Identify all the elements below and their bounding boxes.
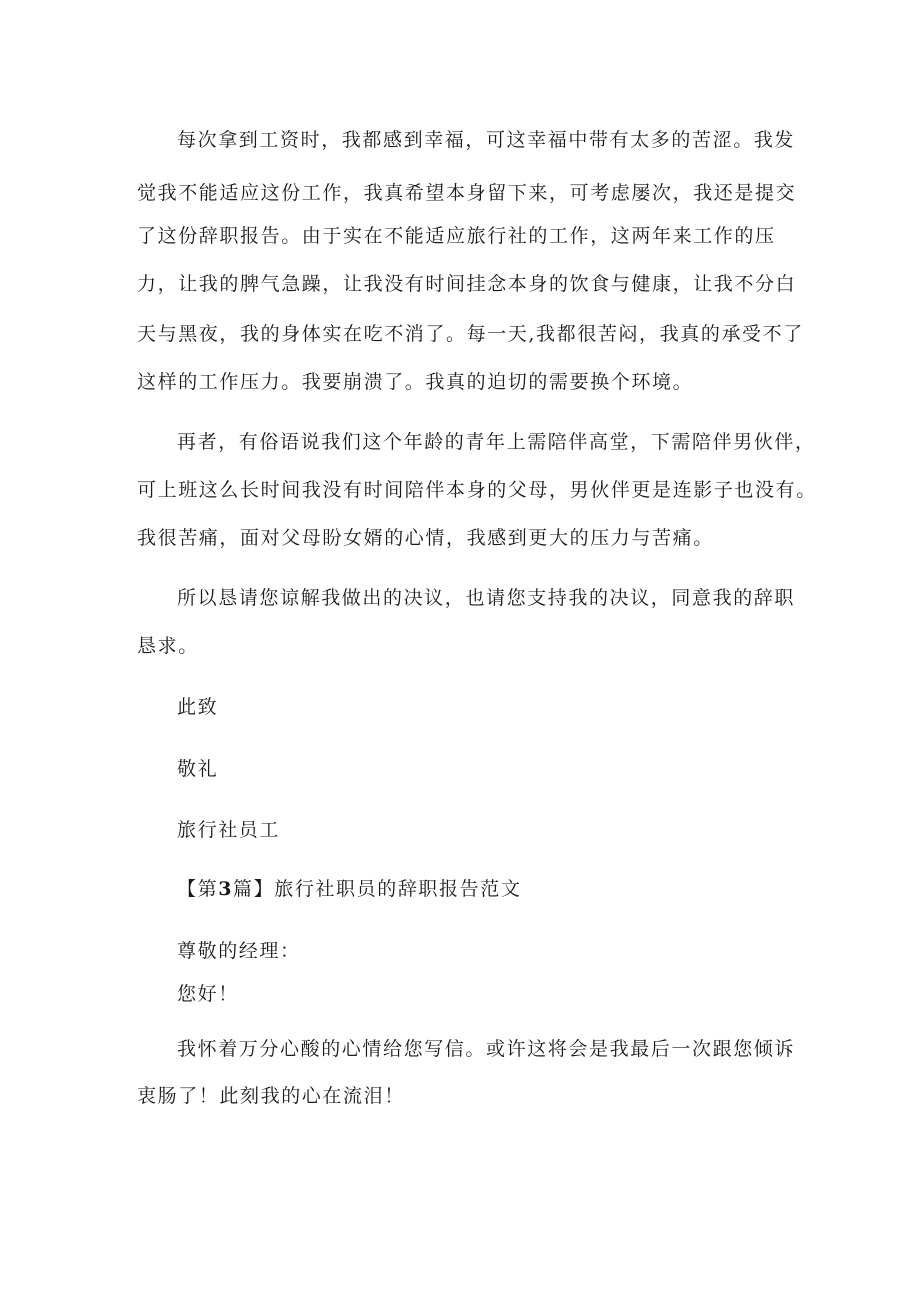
- paragraph-line: 可上班这么长时间我没有时间陪伴本身的父母，男伙伴更是连影子也没有。: [137, 479, 817, 501]
- signature-line: 旅行社员工: [177, 819, 281, 841]
- heading-open: 【第: [177, 878, 219, 900]
- paragraph-line: 了这份辞职报告。由于实在不能适应旅行社的工作，这两年来工作的压: [137, 225, 776, 247]
- paragraph-line: 觉我不能适应这份工作，我真希望本身留下来，可考虑屡次，我还是提交: [137, 182, 797, 204]
- paragraph-line: 衷肠了！此刻我的心在流泪！: [137, 1085, 405, 1107]
- salutation-line: 敬礼: [177, 758, 219, 780]
- heading-close: 篇】: [233, 878, 275, 900]
- paragraph-line: 我很苦痛，面对父母盼女婿的心情，我感到更大的压力与苦痛。: [137, 527, 714, 549]
- paragraph-line: 再者，有俗语说我们这个年龄的青年上需陪伴高堂，下需陪伴男伙伴，: [177, 431, 816, 453]
- closing-line: 此致: [177, 696, 219, 718]
- paragraph-line: 我怀着万分心酸的心情给您写信。或许这将会是我最后一次跟您倾诉: [177, 1038, 796, 1060]
- paragraph-line: 天与黑夜，我的身体实在吃不消了。每一天,我都很苦闷，我真的承受不了: [137, 323, 804, 345]
- paragraph-line: 恳求。: [137, 635, 199, 657]
- heading-number: 3: [218, 878, 234, 900]
- paragraph-line: 力，让我的脾气急躁，让我没有时间挂念本身的饮食与健康，让我不分白: [137, 273, 797, 295]
- paragraph-line: 所以恳请您谅解我做出的决议，也请您支持我的决议，同意我的辞职: [177, 587, 796, 609]
- paragraph-line: 每次拿到工资时，我都感到幸福，可这幸福中带有太多的苦涩。我发: [177, 129, 796, 151]
- paragraph-line: 这样的工作压力。我要崩溃了。我真的迫切的需要换个环境。: [137, 371, 694, 393]
- hello-line: 您好！: [177, 983, 239, 1005]
- greeting-line: 尊敬的经理：: [177, 940, 301, 962]
- section-heading: [177, 876, 521, 902]
- heading-title: 旅行社职员的辞职报告范文: [274, 878, 522, 900]
